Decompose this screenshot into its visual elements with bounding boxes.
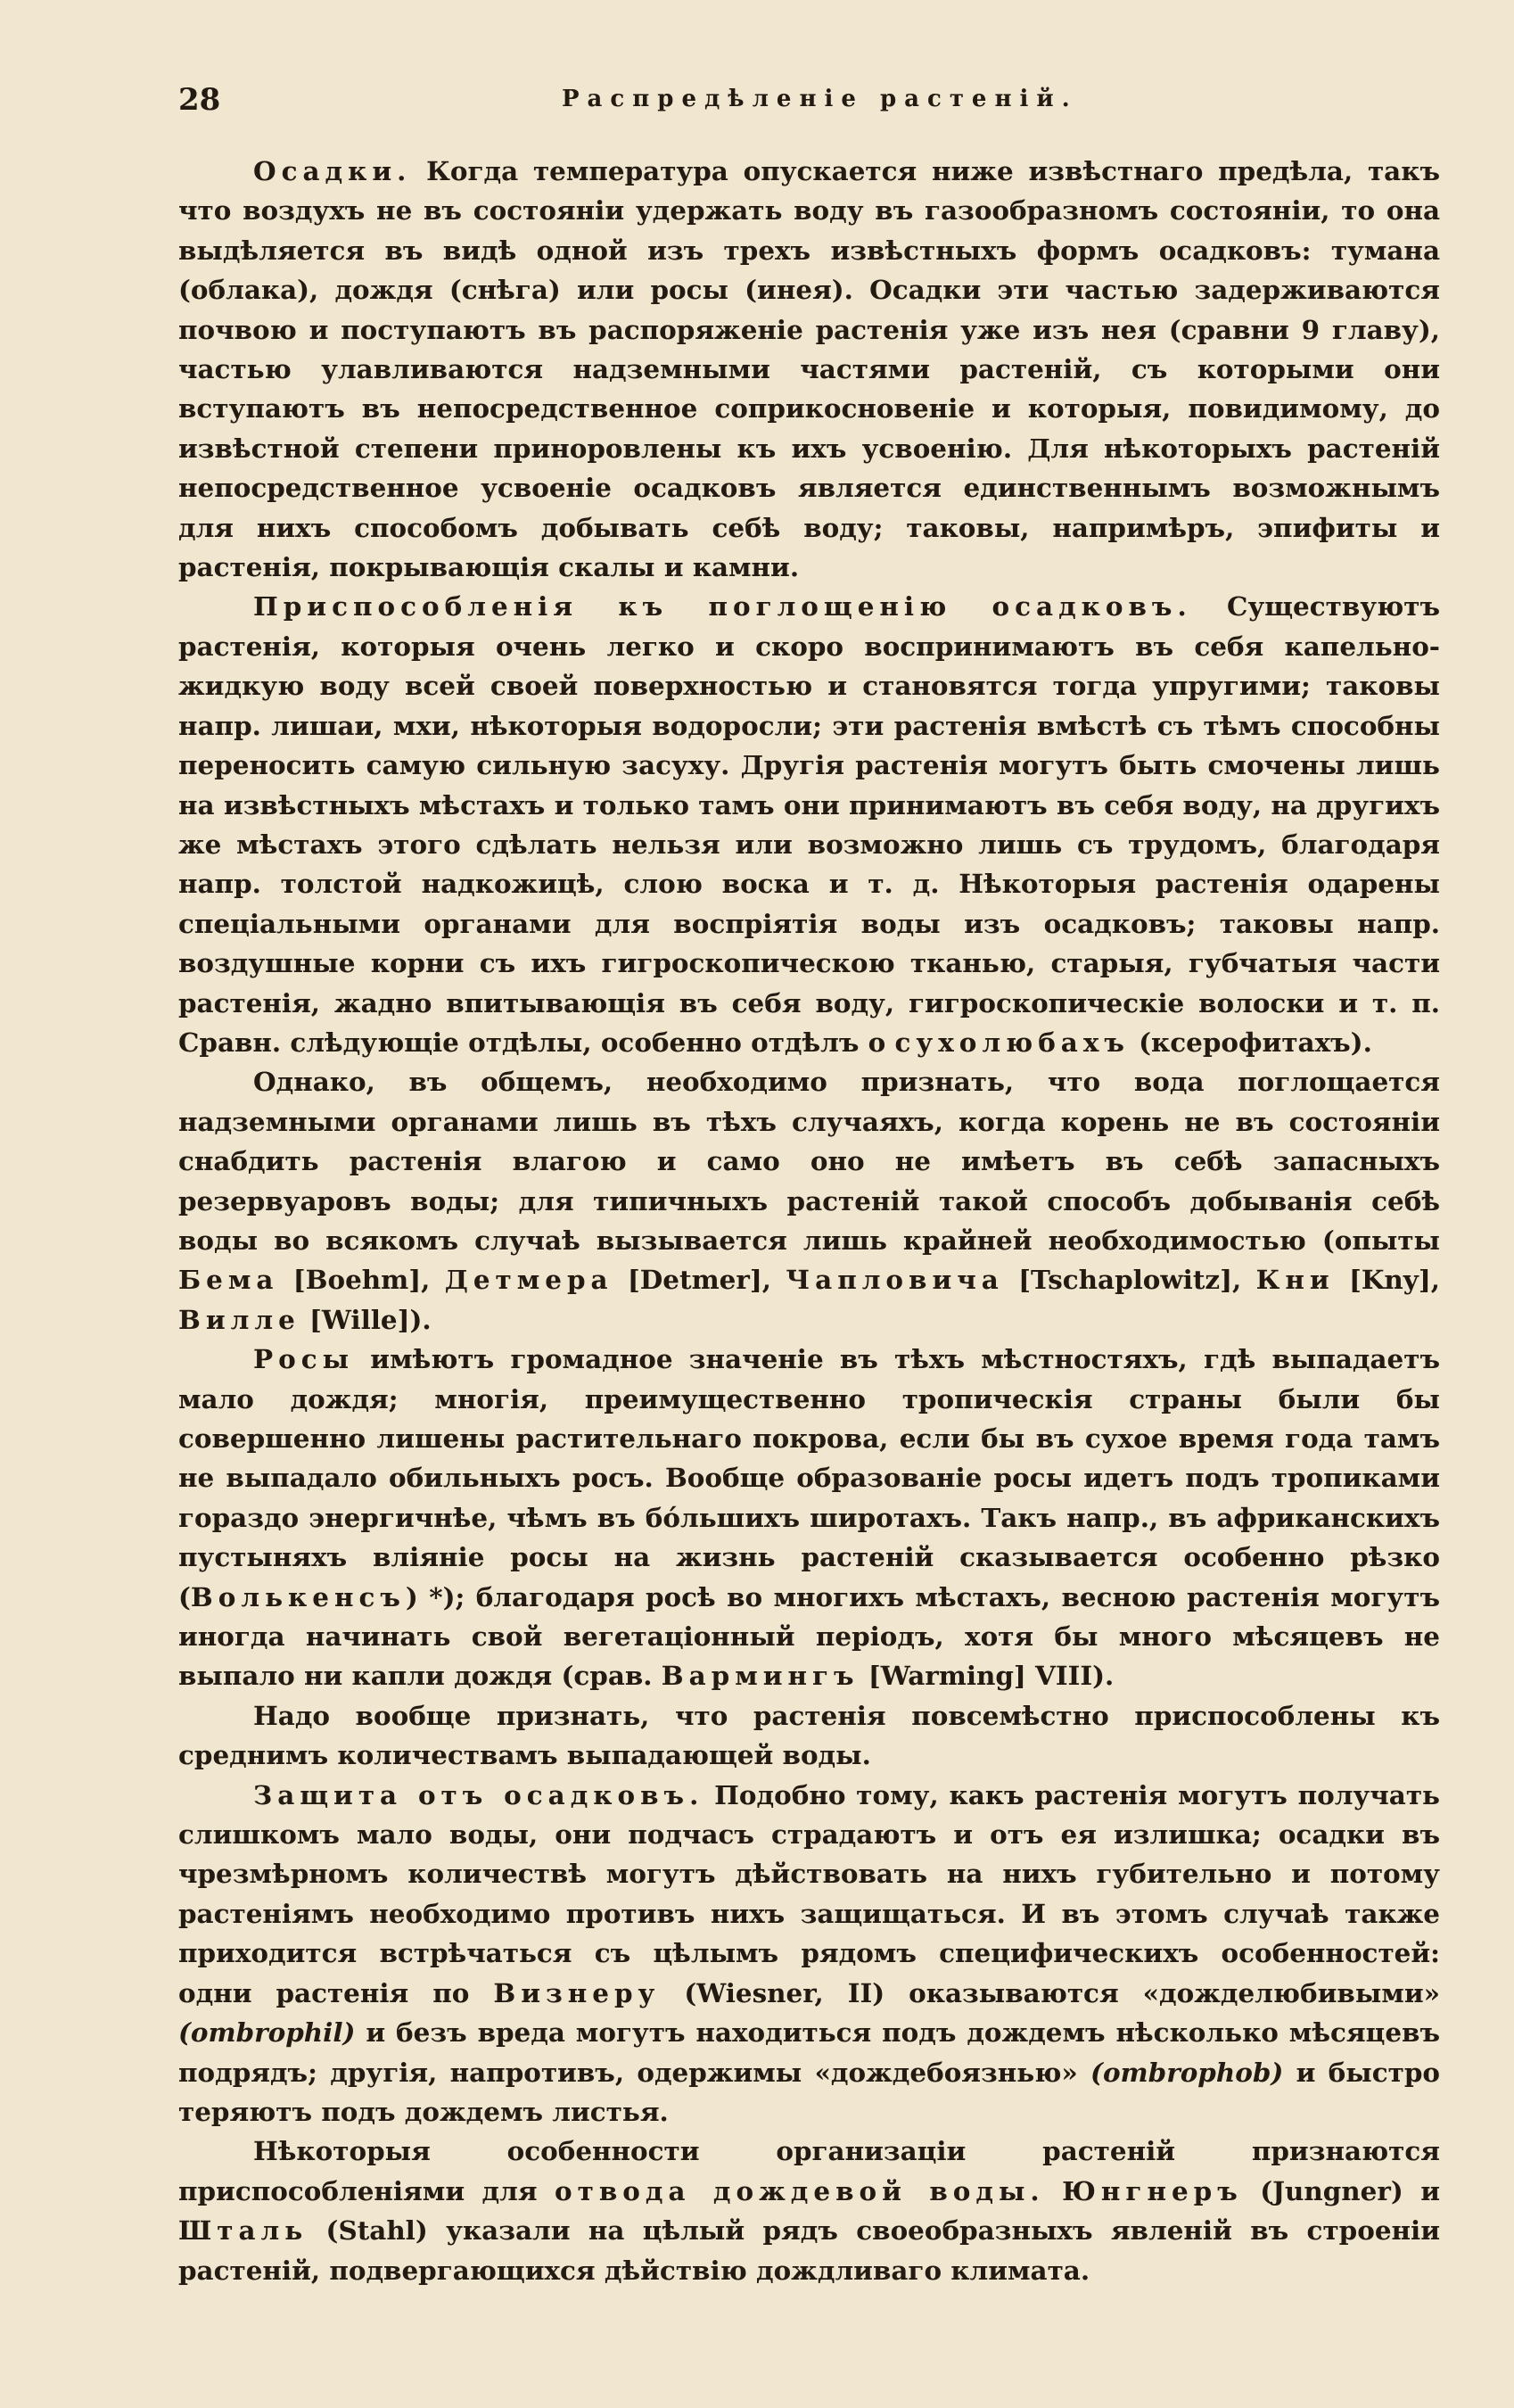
body-text	[178, 152, 1440, 2290]
author-latin: [Wille]).	[300, 1303, 432, 1335]
paragraph-heading: Защита отъ осадковъ.	[253, 1778, 704, 1810]
paragraph-protection	[178, 1776, 1440, 2132]
author-name: Вармингъ	[661, 1660, 860, 1692]
paragraph-average-water	[178, 1696, 1440, 1776]
paragraph-text: [Warming] VIII).	[859, 1660, 1115, 1692]
author-name: Чапловича	[786, 1264, 1004, 1296]
paragraph-text: Когда температура опускается ниже извѣстнаго предѣла, такъ что воздухъ не въ состояніи удержать воду въ газообразномъ состояніи, то она выдѣляется въ видѣ одной изъ трехъ извѣстныхъ формъ осадковъ: тумана (облака), дождя (снѣга) или росы (инея). Осадки эти частью задерживаются почвою и поступаютъ въ распоряженіе растенія уже изъ нея (сравни 9 главу), частью улавливаются надземными частями растеній, съ которыми они вступаютъ въ непосредственное соприкосновеніе и которыя, повидимому, до извѣстной степени приноровлены къ ихъ усвоенію. Для нѣкоторыхъ растеній непосредственное усвоеніе осадковъ является единственнымъ возможнымъ для нихъ способомъ добывать себѣ воду; таковы, напримѣръ, эпифиты и растенія, покрывающія скалы и камни.	[178, 155, 1440, 583]
paragraph-heading: Росы	[253, 1343, 355, 1375]
paragraph-text	[1045, 2175, 1062, 2206]
author-latin: [Kny],	[1334, 1264, 1440, 1296]
paragraph-text: (Wiesner, II) оказываются «дожделюбивыми»	[660, 1976, 1441, 2008]
paragraph-text: ) *); благодаря росѣ во многихъ мѣстахъ, весною растенія могутъ иногда начинать свой вегетаціонный періодъ, хотя бы много мѣсяцевъ не выпало ни капли дождя (срав.	[178, 1580, 1440, 1692]
page-header	[178, 82, 1462, 118]
paragraph-text: Однако, въ общемъ, необходимо признать, что вода поглощается надземными органами лишь въ тѣхъ случаяхъ, когда корень не въ состояніи снабдить растенія влагою и само оно не имѣетъ въ себѣ запасныхъ резервуаровъ воды; для типичныхъ растеній такой способъ добыванія себѣ воды во всякомъ случаѣ вызывается лишь крайней необходимостью (опыты	[178, 1066, 1440, 1256]
running-title: Распредѣленіе растеній.	[562, 86, 1078, 112]
author-name: Детмера	[444, 1264, 613, 1296]
paragraph-text: и быстро теряютъ подъ дождемъ листья.	[178, 2056, 1441, 2127]
paragraph-adaptations	[178, 587, 1440, 1062]
paragraph-text: Надо вообще признать, что растенія повсемѣстно приспособлены къ среднимъ количествамъ выпадающей воды.	[178, 1699, 1440, 1771]
author-latin: [Tschaplowitz],	[1003, 1264, 1256, 1296]
paragraph-absorption	[178, 1062, 1440, 1340]
paragraph-text: (Stahl) указали на цѣлый рядъ своеобразныхъ явленій въ строеніи растеній, подвергающихся дѣйствію дождливаго климата.	[178, 2214, 1440, 2286]
paragraph-heading: Приспособленія къ поглощенію осадковъ.	[253, 590, 1192, 623]
paragraph-heading: отвода дождевой воды.	[555, 2174, 1045, 2206]
author-name: Кни	[1255, 1264, 1335, 1296]
paragraph-text: и безъ вреда могутъ находиться подъ дождемъ нѣсколько мѣсяцевъ подрядъ; другія, напротивъ, одержимы «дождебоязнью»	[178, 2016, 1440, 2088]
author-name: Волькенсъ	[190, 1580, 406, 1612]
paragraph-text: (Jungner) и	[1242, 2174, 1440, 2206]
author-name: Шталь	[178, 2214, 309, 2247]
paragraph-text: Подобно тому, какъ растенія могутъ получать слишкомъ мало воды, они подчасъ страдаютъ и отъ ея излишка; осадки въ чрезмѣрномъ количествѣ могутъ дѣйствовать на нихъ губительно и потому растеніямъ необходимо противъ нихъ защищаться. И въ этомъ случаѣ также приходится встрѣчаться съ цѣлымъ рядомъ специфическихъ особенностей: одни растенія по	[178, 1778, 1440, 2008]
paragraph-drainage	[178, 2132, 1440, 2290]
spaced-term: сухолюбахъ	[894, 1026, 1130, 1058]
author-name: Вилле	[178, 1303, 300, 1335]
paragraph-text: Существуютъ растенія, которыя очень легко и скоро воспринимаютъ въ себя капельно-жидкую воду всей своей поверхностью и становятся тогда упругими; таковы напр. лишаи, мхи, нѣкоторыя водоросли; эти растенія вмѣстѣ съ тѣмъ способны переносить самую сильную засуху. Другія растенія могутъ быть смочены лишь на извѣстныхъ мѣстахъ и только тамъ они принимаютъ въ себя воду, на другихъ же мѣстахъ этого сдѣлать нельзя или возможно лишь съ трудомъ, благодаря напр. толстой надкожицѣ, слою воска и т. д. Нѣкоторыя растенія одарены спеціальными органами для воспріятія воды изъ осадковъ; таковы напр. воздушные корни съ ихъ гигроскопическою тканью, старыя, губчатыя части растенія, жадно впитывающія въ себя воду, гигроскопическіе волоски и т. п. Сравн. слѣдующіе отдѣлы, особенно отдѣлъ о	[178, 590, 1440, 1058]
author-latin: [Detmer],	[613, 1264, 786, 1296]
paragraph-precipitation	[178, 152, 1440, 587]
latin-term: (ombrophil)	[178, 2016, 356, 2049]
author-name: Визнеру	[493, 1976, 661, 2008]
paragraph-dew	[178, 1340, 1440, 1696]
paragraph-text: имѣютъ громадное значеніе въ тѣхъ мѣстностяхъ, гдѣ выпадаетъ мало дождя; многія, преимущественно тропическія страны были бы совершенно лишены растительнаго покрова, если бы въ сухое время года тамъ не выпадало обильныхъ росъ. Вообще образованіе росы идетъ подъ тропиками гораздо энергичнѣе, чѣмъ въ бóльшихъ широтахъ. Такъ напр., въ африканскихъ пустыняхъ вліяніе росы на жизнь растеній сказывается особенно рѣзко (	[178, 1343, 1440, 1612]
paragraph-heading: Осадки.	[253, 155, 412, 186]
author-name: Бема	[178, 1264, 279, 1296]
page-number: 28	[178, 82, 221, 118]
author-name: Юнгнеръ	[1062, 2174, 1243, 2206]
paragraph-text: Нѣкоторыя особенности организаціи растеній признаются приспособленіями для	[178, 2135, 1440, 2206]
author-latin: [Boehm],	[278, 1264, 445, 1296]
latin-term: (ombrophob)	[1090, 2056, 1284, 2088]
paragraph-text: (ксерофитахъ).	[1129, 1026, 1372, 1058]
